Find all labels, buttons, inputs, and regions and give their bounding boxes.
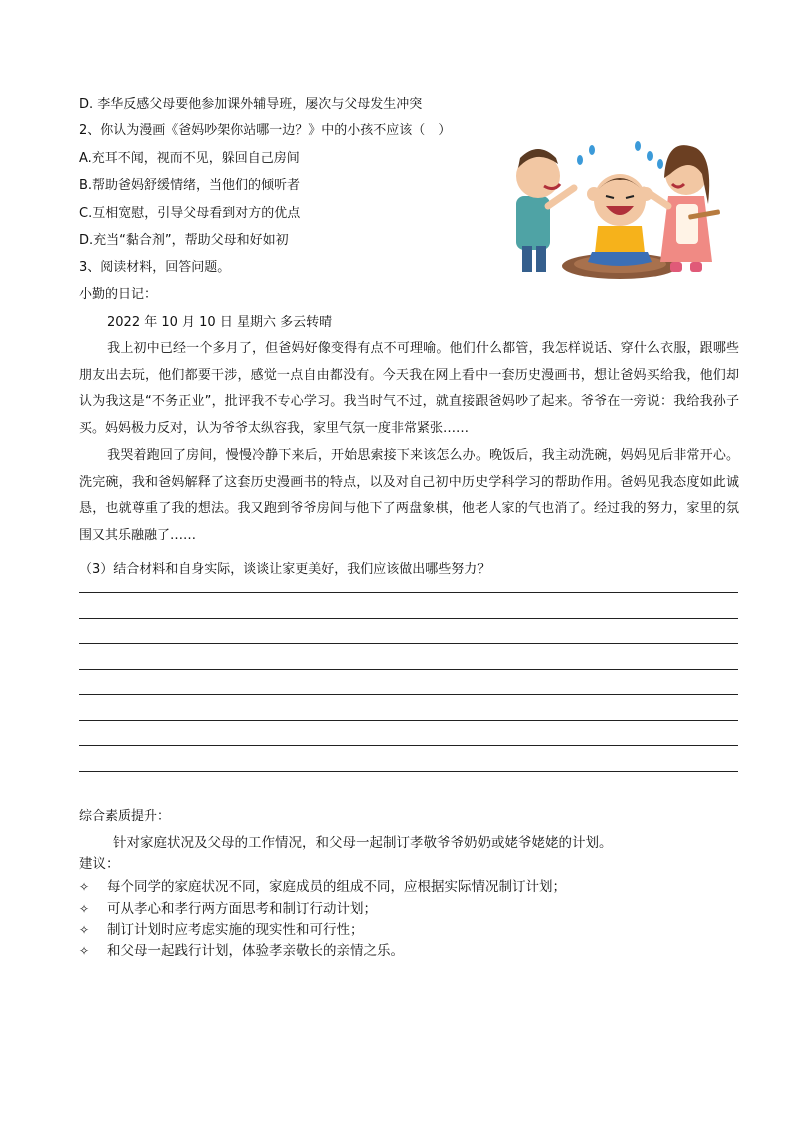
diary-paragraph-1 [79, 336, 739, 442]
question-3-stem: 3、阅读材料，回答问题。 [79, 260, 231, 275]
question-2-option-a: A.充耳不闻，视而不见，躲回自己房间 [79, 151, 300, 166]
advice-item [79, 878, 566, 896]
advice-item [79, 921, 364, 939]
question-2-option-d: D.充当“黏合剂”，帮助父母和好如初 [79, 233, 289, 248]
answer-line-4[interactable] [79, 669, 738, 670]
answer-line-2[interactable] [79, 618, 738, 619]
answer-line-1[interactable] [79, 592, 738, 593]
diamond-bullet-icon: ✧ [79, 923, 90, 937]
mother-figure [644, 145, 720, 272]
diamond-bullet-icon: ✧ [79, 902, 90, 916]
answer-line-8[interactable] [79, 771, 738, 772]
question-2-option-c: C.互相宽慰，引导父母看到对方的优点 [79, 206, 301, 221]
question-2-stem: 2、你认为漫画《爸妈吵架你站哪一边？》中的小孩不应该（ ） [79, 123, 452, 138]
crying-child [587, 174, 653, 266]
family-argument-cartoon [508, 134, 732, 282]
diary-paragraph-1-text: 我上初中已经一个多月了，但爸妈好像变得有点不可理喻。他们什么都管，我怎样说话、穿什么衣服，跟哪些朋友出去玩，他们都要干涉，感觉一点自由都没有。今天我在网上看中一套历史漫画书，想让爸妈买给我，他们却认为我这是“不务正业”，批评我不专心学习。我当时气不过，就直接跟爸妈吵了起来。爷爷在一旁说：我给我孙子买。妈妈极力反对，认为爷爷太纵容我，家里气氛一度非常紧张…… [79, 341, 739, 436]
diamond-bullet-icon: ✧ [79, 944, 90, 958]
advice-text: 每个同学的家庭状况不同，家庭成员的组成不同，应根据实际情况制订计划； [107, 879, 566, 895]
advice-label: 建议： [79, 856, 120, 872]
diary-date: 2022 年 10 月 10 日 星期六 多云转晴 [107, 315, 333, 330]
quality-task: 针对家庭状况及父母的工作情况，和父母一起制订孝敬爷爷奶奶或姥爷姥姥的计划。 [113, 835, 613, 851]
tears-drops [577, 141, 663, 169]
advice-item [79, 900, 377, 918]
advice-text: 制订计划时应考虑实施的现实性和可行性； [107, 922, 364, 938]
diary-title: 小勤的日记： [79, 287, 158, 302]
answer-line-7[interactable] [79, 745, 738, 746]
question-2-option-b: B.帮助爸妈舒缓情绪，当他们的倾听者 [79, 178, 301, 193]
answer-line-5[interactable] [79, 694, 738, 695]
diamond-bullet-icon: ✧ [79, 880, 90, 894]
answer-line-3[interactable] [79, 643, 738, 644]
father-figure [516, 149, 574, 272]
answer-line-6[interactable] [79, 720, 738, 721]
advice-text: 可从孝心和孝行两方面思考和制订行动计划； [107, 901, 377, 917]
previous-option-d: D. 李华反感父母要他参加课外辅导班，屡次与父母发生冲突 [79, 97, 423, 112]
advice-item [79, 942, 404, 960]
subquestion-3: （3）结合材料和自身实际，谈谈让家更美好，我们应该做出哪些努力？ [79, 562, 491, 577]
advice-text: 和父母一起践行计划，体验孝亲敬长的亲情之乐。 [107, 943, 404, 959]
diary-paragraph-2 [79, 443, 739, 549]
quality-heading: 综合素质提升： [79, 809, 171, 824]
diary-paragraph-2-text: 我哭着跑回了房间，慢慢冷静下来后，开始思索接下来该怎么办。晚饭后，我主动洗碗，妈妈见后非常开心。洗完碗，我和爸妈解释了这套历史漫画书的特点，以及对自己初中历史学科学习的帮助作用。爸妈见我态度如此诚恳，也就尊重了我的想法。我又跑到爷爷房间与他下了两盘象棋，他老人家的气也消了。经过我的努力，家里的氛围又其乐融融了…… [79, 448, 739, 543]
